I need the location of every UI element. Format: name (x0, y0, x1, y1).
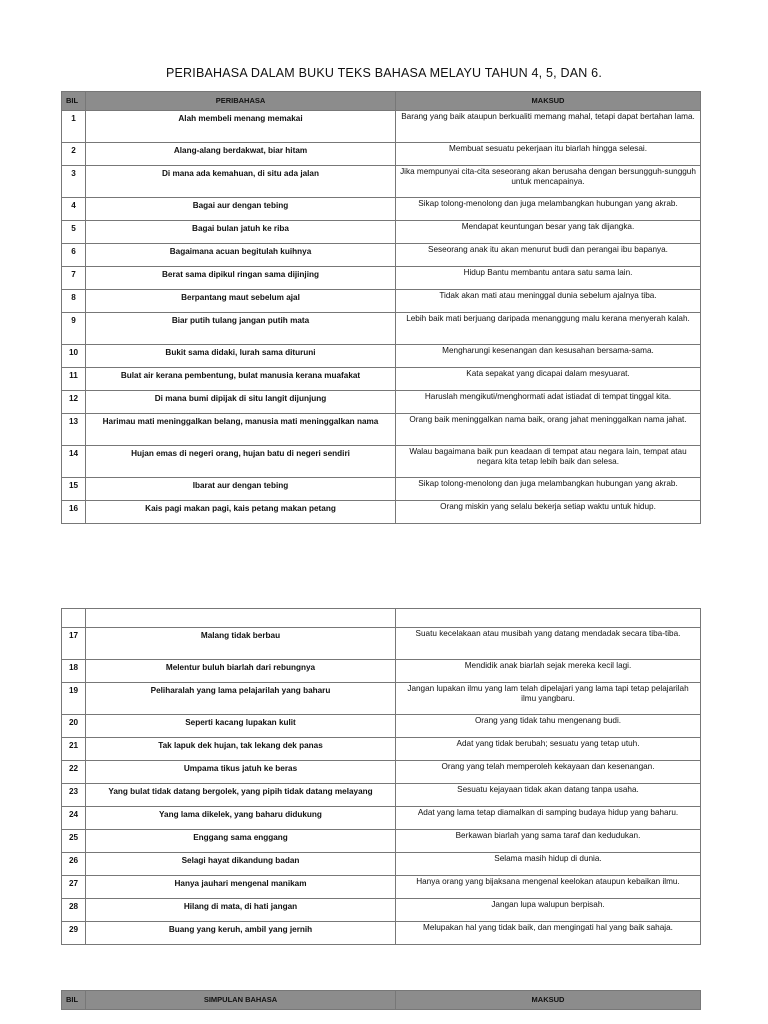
maksud-cell: Selama masih hidup di dunia. (396, 853, 701, 876)
table-header-row (62, 991, 701, 1010)
header-maksud: MAKSUD (396, 991, 701, 1010)
row-number: 4 (62, 198, 86, 221)
table-row (62, 922, 701, 945)
peribahasa-cell: Harimau mati meninggalkan belang, manusia mati meninggalkan nama (86, 414, 396, 446)
row-number: 18 (62, 660, 86, 683)
table-row (62, 761, 701, 784)
peribahasa-cell: Biar putih tulang jangan putih mata (86, 313, 396, 345)
table-header-row (62, 92, 701, 111)
maksud-cell: Orang miskin yang selalu bekerja setiap waktu untuk hidup. (396, 501, 701, 524)
table-row (62, 683, 701, 715)
peribahasa-cell: Bukit sama didaki, lurah sama dituruni (86, 345, 396, 368)
peribahasa-cell: Di mana bumi dipijak di situ langit dijunjung (86, 391, 396, 414)
header-bil: BIL (62, 92, 86, 111)
row-number: 20 (62, 715, 86, 738)
maksud-cell: Sikap tolong-menolong dan juga melambangkan hubungan yang akrab. (396, 198, 701, 221)
row-number: 2 (62, 143, 86, 166)
maksud-cell: Suatu kecelakaan atau musibah yang datang mendadak secara tiba-tiba. (396, 628, 701, 660)
header-maksud: MAKSUD (396, 92, 701, 111)
peribahasa-cell: Melentur buluh biarlah dari rebungnya (86, 660, 396, 683)
table-row (62, 290, 701, 313)
table-row (62, 660, 701, 683)
table-row (62, 628, 701, 660)
maksud-cell: Jangan lupa walupun berpisah. (396, 899, 701, 922)
maksud-cell: Mengharungi kesenangan dan kesusahan bersama-sama. (396, 345, 701, 368)
peribahasa-cell: Bagaimana acuan begitulah kuihnya (86, 244, 396, 267)
maksud-cell: Berkawan biarlah yang sama taraf dan kedudukan. (396, 830, 701, 853)
peribahasa-cell: Seperti kacang lupakan kulit (86, 715, 396, 738)
peribahasa-cell: Selagi hayat dikandung badan (86, 853, 396, 876)
row-number: 29 (62, 922, 86, 945)
table-row (62, 501, 701, 524)
row-number: 9 (62, 313, 86, 345)
peribahasa-cell: Peliharalah yang lama pelajarilah yang baharu (86, 683, 396, 715)
row-number: 1 (62, 111, 86, 143)
maksud-cell: Hanya orang yang bijaksana mengenal keelokan ataupun kebaikan ilmu. (396, 876, 701, 899)
row-number: 7 (62, 267, 86, 290)
maksud-cell: Barang yang baik ataupun berkualiti memang mahal, tetapi dapat bertahan lama. (396, 111, 701, 143)
row-number: 22 (62, 761, 86, 784)
table-row (62, 899, 701, 922)
peribahasa-cell: Kais pagi makan pagi, kais petang makan petang (86, 501, 396, 524)
row-number: 11 (62, 368, 86, 391)
simpulan-bahasa-table (61, 990, 701, 1010)
peribahasa-cell: Di mana ada kemahuan, di situ ada jalan (86, 166, 396, 198)
row-number: 24 (62, 807, 86, 830)
table-row (62, 876, 701, 899)
table-row (62, 267, 701, 290)
maksud-cell: Tidak akan mati atau meninggal dunia sebelum ajalnya tiba. (396, 290, 701, 313)
peribahasa-cell: Yang lama dikelek, yang baharu didukung (86, 807, 396, 830)
table-row (62, 244, 701, 267)
maksud-cell: Membuat sesuatu pekerjaan itu biarlah hingga selesai. (396, 143, 701, 166)
peribahasa-cell: Buang yang keruh, ambil yang jernih (86, 922, 396, 945)
maksud-cell: Mendapat keuntungan besar yang tak dijangka. (396, 221, 701, 244)
row-number: 6 (62, 244, 86, 267)
peribahasa-cell: Tak lapuk dek hujan, tak lekang dek panas (86, 738, 396, 761)
header-simpulan-bahasa: SIMPULAN BAHASA (86, 991, 396, 1010)
table-row (62, 368, 701, 391)
maksud-cell: Orang baik meninggalkan nama baik, orang jahat meninggalkan nama jahat. (396, 414, 701, 446)
maksud-cell: Haruslah mengikuti/menghormati adat istiadat di tempat tinggal kita. (396, 391, 701, 414)
maksud-cell: Mendidik anak biarlah sejak mereka kecil lagi. (396, 660, 701, 683)
maksud-cell: Orang yang tidak tahu mengenang budi. (396, 715, 701, 738)
blank-cell (86, 609, 396, 628)
row-number: 5 (62, 221, 86, 244)
maksud-cell: Sesuatu kejayaan tidak akan datang tanpa usaha. (396, 784, 701, 807)
maksud-cell: Hidup Bantu membantu antara satu sama lain. (396, 267, 701, 290)
row-number: 13 (62, 414, 86, 446)
table-row (62, 478, 701, 501)
peribahasa-cell: Berat sama dipikul ringan sama dijinjing (86, 267, 396, 290)
table-row (62, 313, 701, 345)
row-number: 28 (62, 899, 86, 922)
table-row (62, 715, 701, 738)
peribahasa-table-2 (61, 608, 701, 945)
row-number: 8 (62, 290, 86, 313)
header-peribahasa: PERIBAHASA (86, 92, 396, 111)
peribahasa-cell: Umpama tikus jatuh ke beras (86, 761, 396, 784)
table-row (62, 166, 701, 198)
peribahasa-cell: Alah membeli menang memakai (86, 111, 396, 143)
peribahasa-cell: Hujan emas di negeri orang, hujan batu di negeri sendiri (86, 446, 396, 478)
maksud-cell: Sikap tolong-menolong dan juga melambangkan hubungan yang akrab. (396, 478, 701, 501)
blank-header-row (62, 609, 701, 628)
peribahasa-cell: Bulat air kerana pembentung, bulat manusia kerana muafakat (86, 368, 396, 391)
row-number: 12 (62, 391, 86, 414)
row-number: 10 (62, 345, 86, 368)
peribahasa-table-1 (61, 91, 701, 524)
row-number: 17 (62, 628, 86, 660)
table-row (62, 414, 701, 446)
peribahasa-cell: Hilang di mata, di hati jangan (86, 899, 396, 922)
table-row (62, 446, 701, 478)
header-bil: BIL (62, 991, 86, 1010)
row-number: 21 (62, 738, 86, 761)
table-row (62, 111, 701, 143)
peribahasa-cell: Alang-alang berdakwat, biar hitam (86, 143, 396, 166)
table-row (62, 345, 701, 368)
blank-cell (62, 609, 86, 628)
peribahasa-cell: Berpantang maut sebelum ajal (86, 290, 396, 313)
maksud-cell: Seseorang anak itu akan menurut budi dan perangai ibu bapanya. (396, 244, 701, 267)
peribahasa-cell: Bagai bulan jatuh ke riba (86, 221, 396, 244)
row-number: 3 (62, 166, 86, 198)
peribahasa-cell: Bagai aur dengan tebing (86, 198, 396, 221)
row-number: 19 (62, 683, 86, 715)
maksud-cell: Jika mempunyai cita-cita seseorang akan berusaha dengan bersungguh-sungguh untuk mencapainya. (396, 166, 701, 198)
row-number: 26 (62, 853, 86, 876)
row-number: 27 (62, 876, 86, 899)
row-number: 14 (62, 446, 86, 478)
blank-cell (396, 609, 701, 628)
maksud-cell: Lebih baik mati berjuang daripada menanggung malu kerana menyerah kalah. (396, 313, 701, 345)
table-row (62, 198, 701, 221)
table-row (62, 853, 701, 876)
row-number: 16 (62, 501, 86, 524)
peribahasa-cell: Enggang sama enggang (86, 830, 396, 853)
maksud-cell: Adat yang lama tetap diamalkan di samping budaya hidup yang baharu. (396, 807, 701, 830)
row-number: 25 (62, 830, 86, 853)
table-row (62, 830, 701, 853)
peribahasa-cell: Hanya jauhari mengenal manikam (86, 876, 396, 899)
row-number: 23 (62, 784, 86, 807)
table-row (62, 221, 701, 244)
peribahasa-cell: Malang tidak berbau (86, 628, 396, 660)
table-row (62, 391, 701, 414)
document-title: PERIBAHASA DALAM BUKU TEKS BAHASA MELAYU TAHUN 4, 5, DAN 6. (165, 66, 602, 80)
maksud-cell: Adat yang tidak berubah; sesuatu yang tetap utuh. (396, 738, 701, 761)
table-row (62, 738, 701, 761)
maksud-cell: Walau bagaimana baik pun keadaan di tempat atau negara lain, tempat atau negara kita tetap lebih baik dan selesa. (396, 446, 701, 478)
maksud-cell: Melupakan hal yang tidak baik, dan mengingati hal yang baik sahaja. (396, 922, 701, 945)
maksud-cell: Kata sepakat yang dicapai dalam mesyuarat. (396, 368, 701, 391)
peribahasa-cell: Ibarat aur dengan tebing (86, 478, 396, 501)
peribahasa-cell: Yang bulat tidak datang bergolek, yang pipih tidak datang melayang (86, 784, 396, 807)
maksud-cell: Jangan lupakan ilmu yang lam telah dipelajari yang lama tapi tetap pelajarilah ilmu yangbaru. (396, 683, 701, 715)
row-number: 15 (62, 478, 86, 501)
table-row (62, 143, 701, 166)
maksud-cell: Orang yang telah memperoleh kekayaan dan kesenangan. (396, 761, 701, 784)
table-row (62, 784, 701, 807)
table-row (62, 807, 701, 830)
